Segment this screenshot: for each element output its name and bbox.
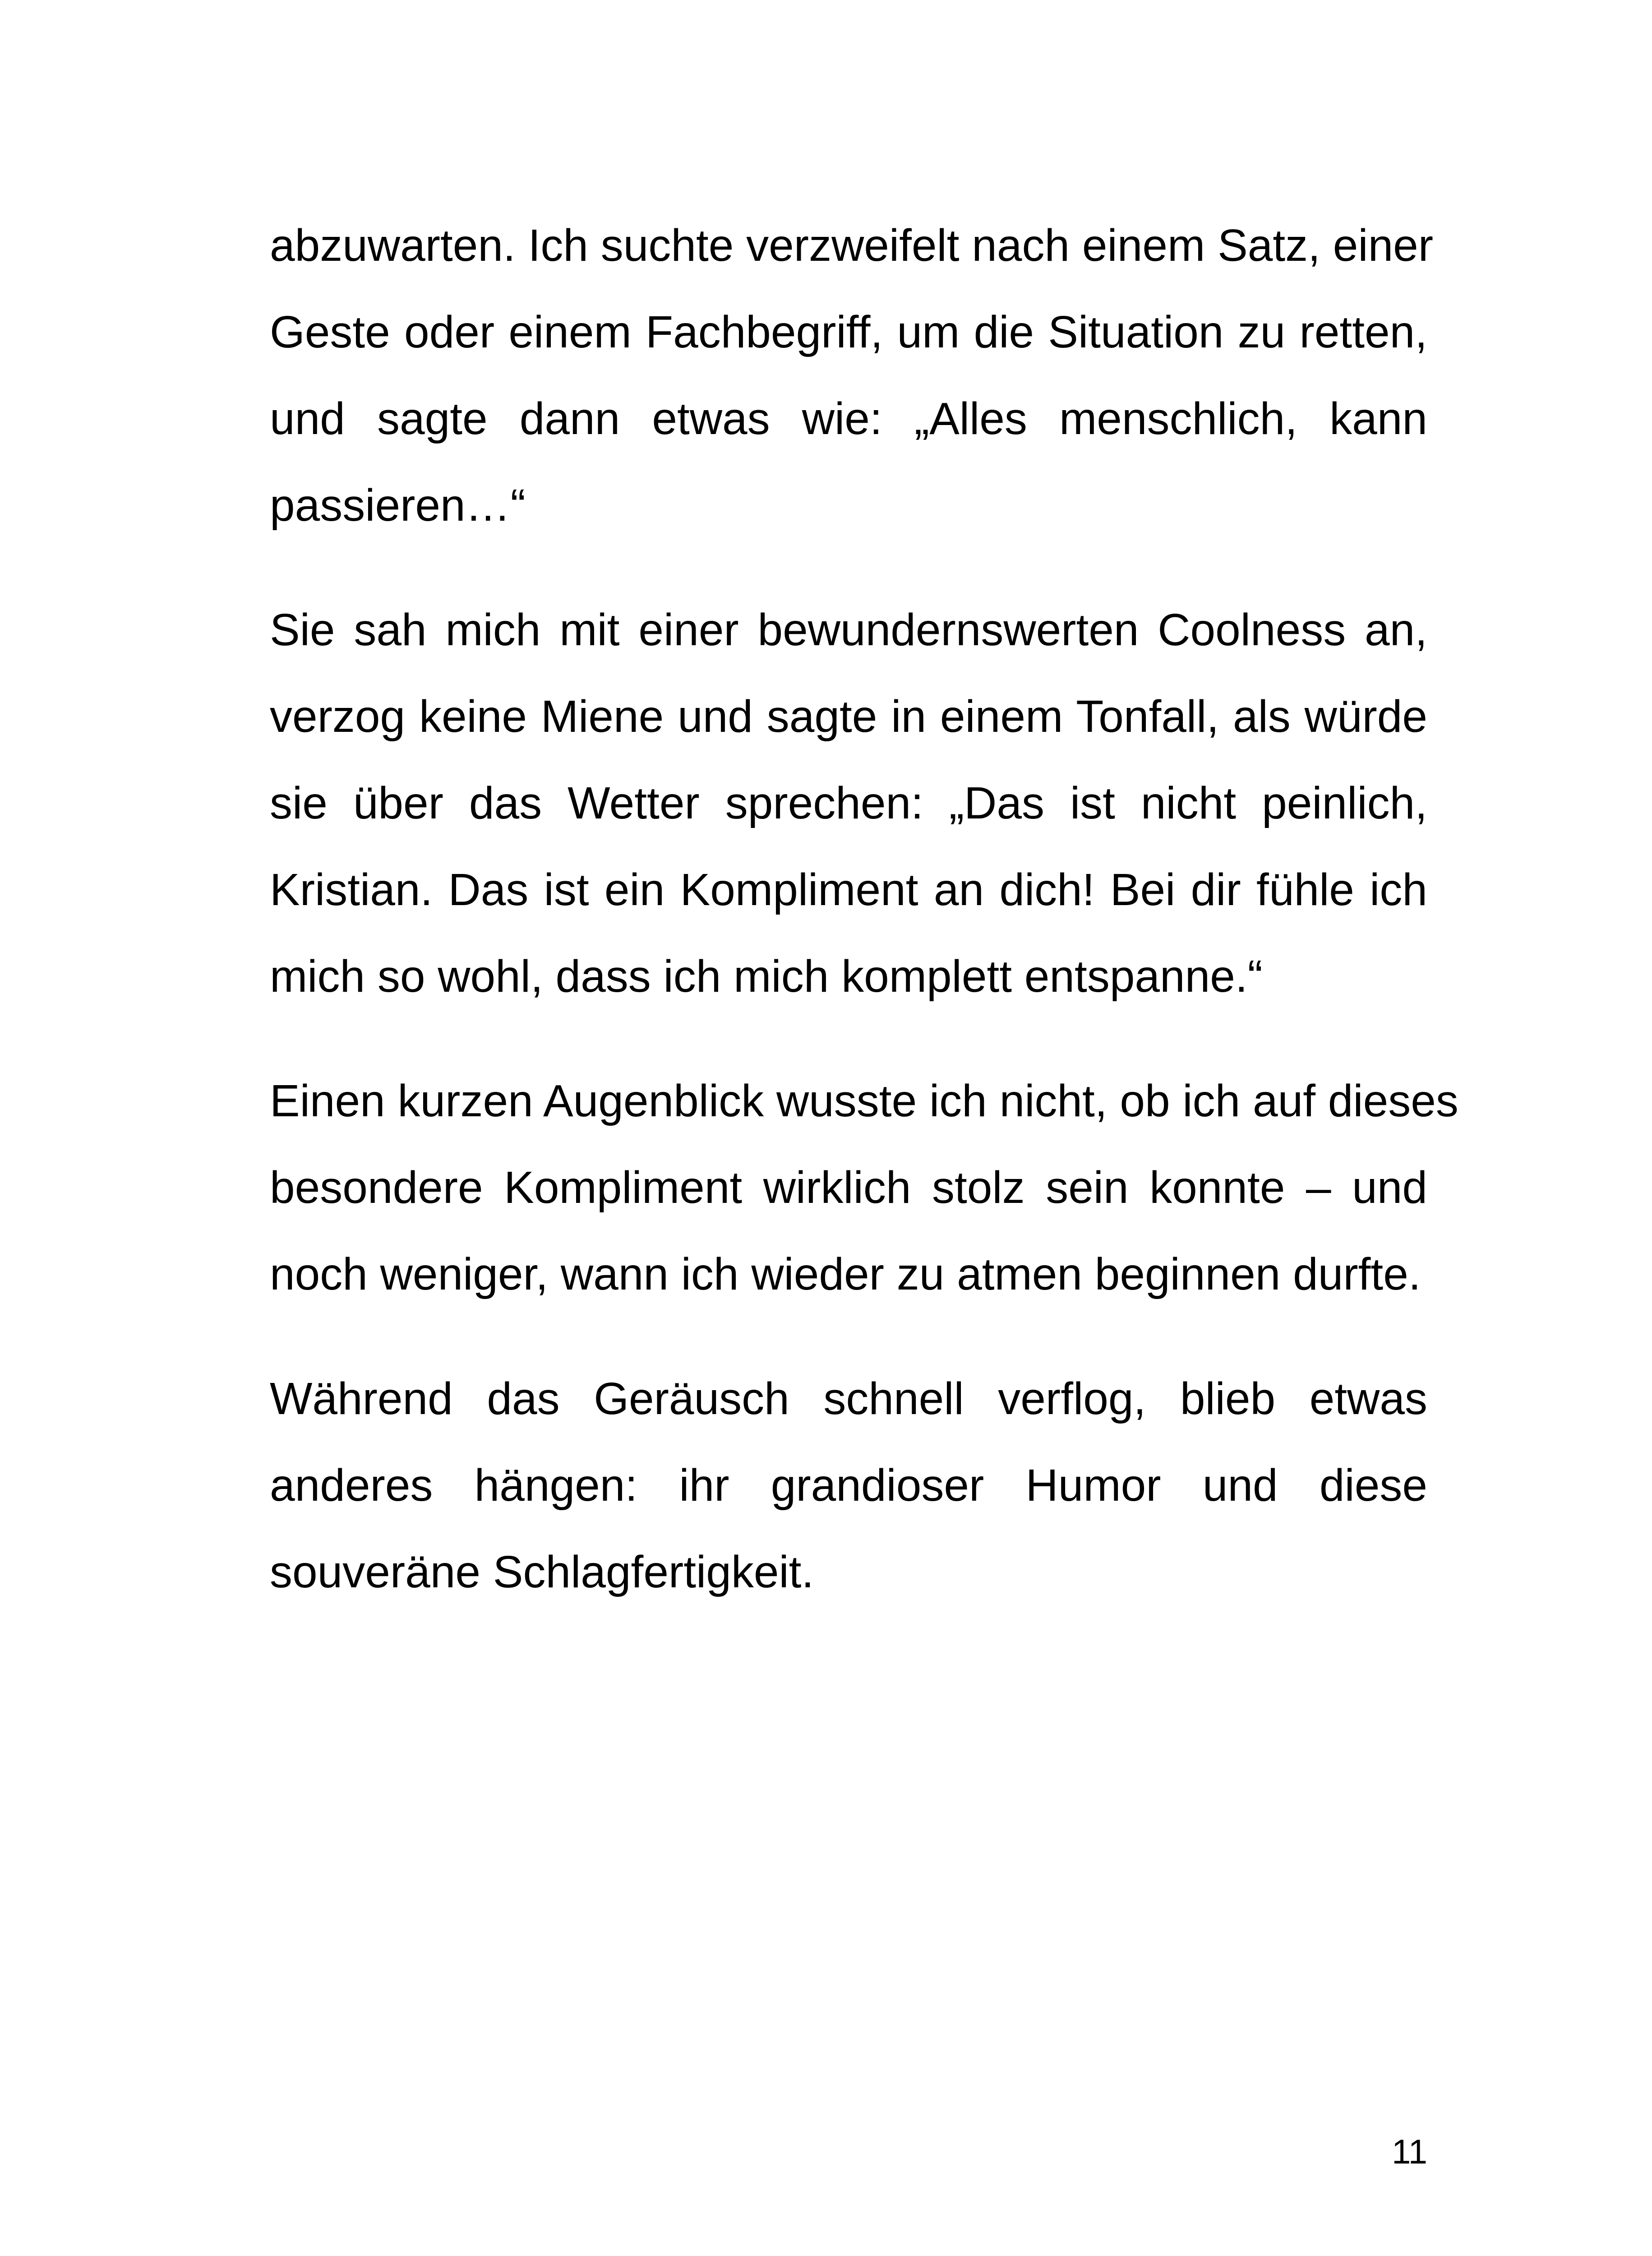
paragraph-line: anderes hängen: ihr grandioser Humor und diese (270, 1460, 1427, 1511)
paragraph-line: abzuwarten. Ich suchte verzweifelt nach einem Satz, einer (270, 220, 1434, 271)
paragraph-2 (270, 587, 1427, 1020)
paragraph-line: souveräne Schlagfertigkeit. (270, 1547, 814, 1597)
paragraph-line: passieren…“ (270, 480, 526, 531)
paragraph-line: besondere Kompliment wirklich stolz sein konnte – und (270, 1162, 1427, 1213)
page-number: 11 (1392, 2133, 1427, 2171)
paragraph-line: mich so wohl, dass ich mich komplett entspanne.“ (270, 951, 1263, 1002)
body-text (270, 202, 1458, 1653)
paragraph-line: Kristian. Das ist ein Kompliment an dich! Bei dir fühle ich (270, 864, 1427, 915)
paragraph-line: Sie sah mich mit einer bewundernswerten Coolness an, (270, 605, 1427, 655)
paragraph-3 (270, 1058, 1458, 1318)
paragraph-1 (270, 202, 1434, 549)
paragraph-line: verzog keine Miene und sagte in einem Tonfall, als würde (270, 691, 1427, 742)
paragraph-line: Geste oder einem Fachbegriff, um die Situation zu retten, (270, 307, 1427, 357)
paragraph-line: und sagte dann etwas wie: „Alles menschlich, kann (270, 393, 1427, 444)
paragraph-line: noch weniger, wann ich wieder zu atmen beginnen durfte. (270, 1249, 1421, 1299)
paragraph-line: Während das Geräusch schnell verflog, blieb etwas (270, 1373, 1427, 1424)
paragraph-line: Einen kurzen Augenblick wusste ich nicht, ob ich auf dieses (270, 1076, 1458, 1126)
paragraph-4 (270, 1355, 1427, 1615)
paragraph-line: sie über das Wetter sprechen: „Das ist nicht peinlich, (270, 778, 1427, 828)
